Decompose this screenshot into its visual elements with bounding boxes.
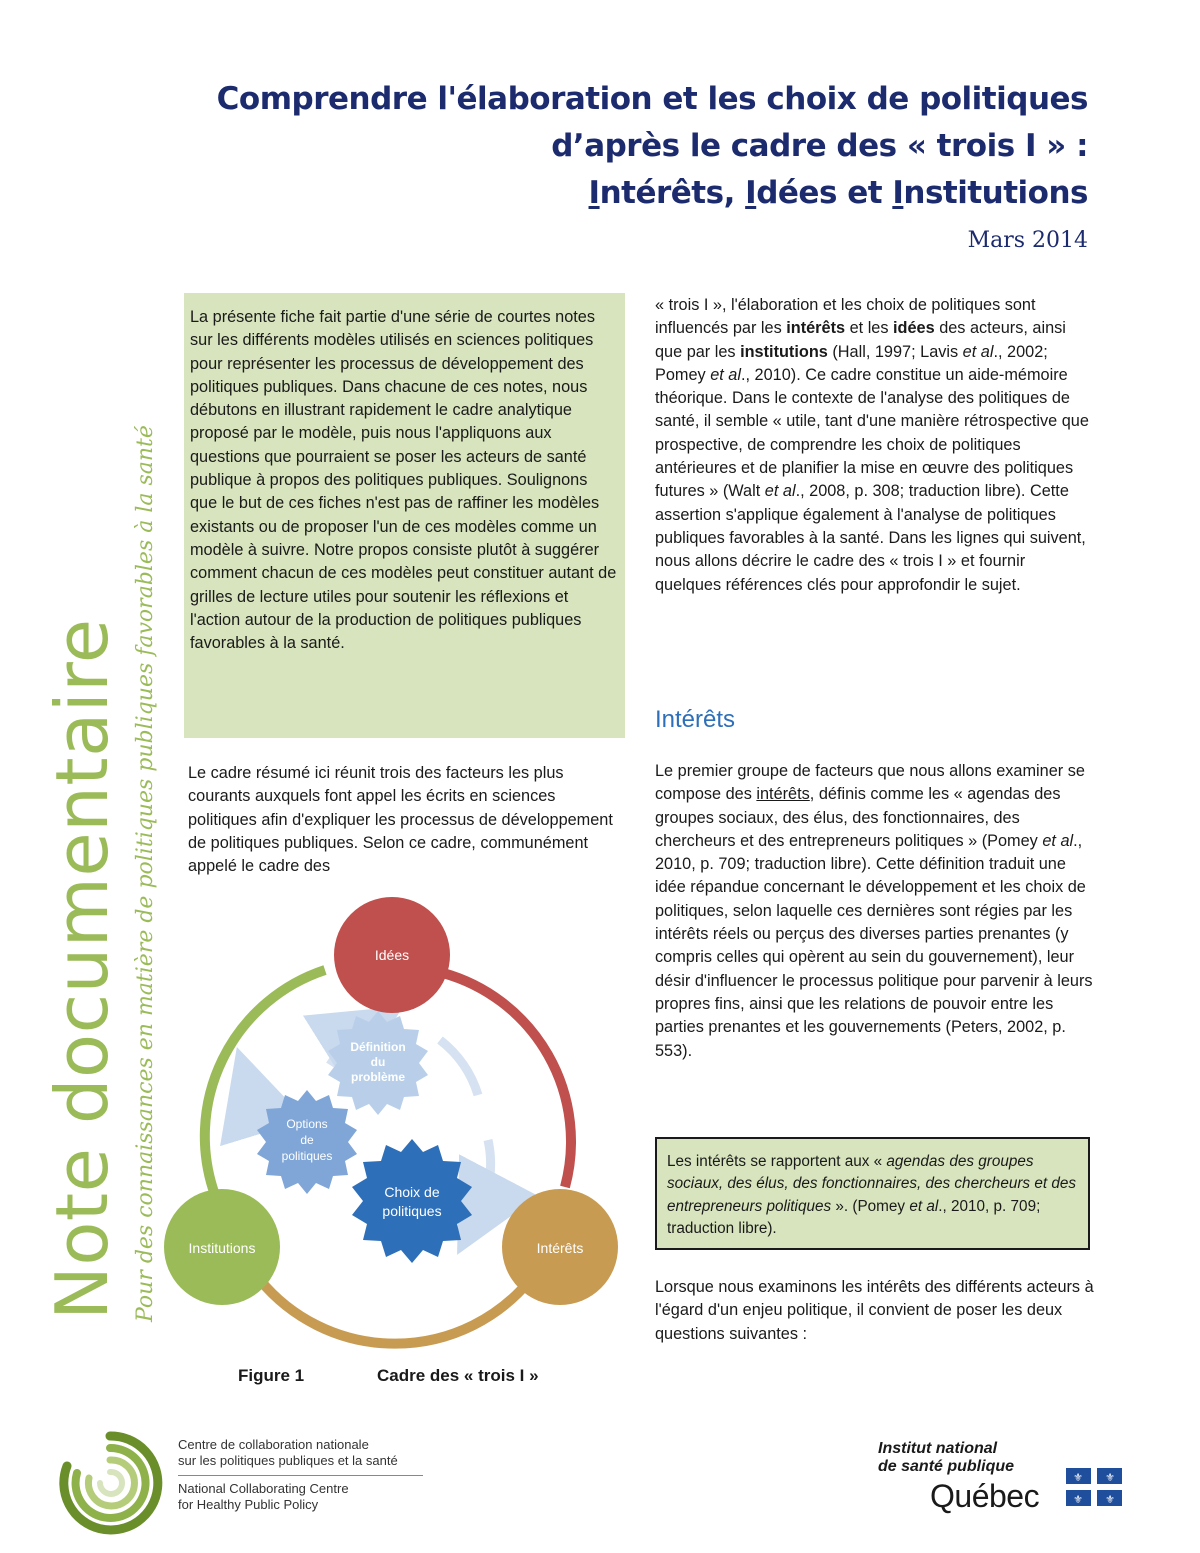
circle-interets: [502, 1189, 618, 1305]
gear-left-line3: politiques: [281, 1149, 333, 1163]
sidebar-title: Note documentaire: [40, 618, 124, 1320]
sidebar-subtitle: Pour des connaissances en matière de politiques publiques favorables à la santé: [133, 425, 158, 1322]
title-line-3: Intérêts, Idées et Institutions: [588, 175, 1088, 211]
ncchpp-en-line2: for Healthy Public Policy: [178, 1497, 319, 1512]
gear-left-line1: Options: [286, 1117, 328, 1131]
circle-institutions-label: Institutions: [188, 1240, 256, 1256]
svg-text:⚜: ⚜: [1073, 1471, 1083, 1484]
inspq-line2: de santé publique: [878, 1458, 1015, 1475]
svg-text:⚜: ⚜: [1073, 1493, 1083, 1506]
section-heading-interets: Intérêts: [655, 706, 736, 733]
col2-paragraph-2: Le premier groupe de facteurs que nous allons examiner se compose des intérêts, définis comme les « agendas des groupes sociaux, des élus, des fonctionnaires, des chercheurs et des entrepreneurs politiques » (Pomey et al., 2010, p. 709; traduction libre). Cette définition traduit une idée répandue concernant le développement et les choix de politiques, selon laquelle ces dernières sont régies par les intérêts réels ou perçus des diverses parties prenantes (y compris celles qui opèrent au sein du gouvernement), leur désir d'influencer le processus politique pour parvenir à leurs propres fins, ainsi que les relations de pouvoir entre les parties prenantes et les gouvernements (Peters, 2002, p. 553).: [655, 762, 1093, 1060]
title-line-1: Comprendre l'élaboration et les choix de politiques: [216, 81, 1088, 117]
three-i-diagram: [160, 895, 630, 1355]
circle-interets-label: Intérêts: [536, 1240, 584, 1256]
ccnpps-name: [178, 1437, 438, 1513]
figure-caption-label: Figure 1: [238, 1366, 305, 1385]
inspq-name: [878, 1440, 1014, 1476]
col2-paragraph-1: « trois I », l'élaboration et les choix de politiques sont influencés par les intérêts et les idées des acteurs, ainsi que par les institutions (Hall, 1997; Lavis et al., 2002; Pomey et al., 2010). Ce cadre constitue un aide-mémoire théorique. Dans le contexte de l'analyse des politiques de santé, il semble « utile, tant d'une manière rétrospective que prospective, de comprendre les choix de politiques antérieures et de planifier la mise en œuvre des politiques futures » (Walt et al., 2008, p. 308; traduction libre). Cette assertion s'applique également à l'analyse de politiques publiques favorables à la santé. Dans les lignes qui suivent, nous allons décrire le cadre des « trois I » et fournir quelques références clés pour approfondir le sujet.: [655, 296, 1089, 594]
gear-top-line1: Définition: [350, 1040, 406, 1054]
definition-callout: Les intérêts se rapportent aux « agendas des groupes sociaux, des élus, des fonctionnaires, des chercheurs et des entrepreneurs politiques ». (Pomey et al., 2010, p. 709; traduction libre).: [655, 1137, 1090, 1250]
ccnpps-fr-line2: sur les politiques publiques et la santé: [178, 1453, 398, 1468]
svg-text:⚜: ⚜: [1105, 1471, 1115, 1484]
intro-text: La présente fiche fait partie d'une série de courtes notes sur les différents modèles utilisés en sciences politiques pour représenter les processus de développement des politiques publiques. Dans chacune de ces notes, nous débutons en illustrant rapidement le cadre analytique proposé par le modèle, puis nous l'appliquons aux questions que pourraient se poser les acteurs de santé publique à propos des politiques publiques. Soulignons que le but de ces fiches n'est pas de raffiner les modèles existants ou de proposer l'un de ces modèles comme un modèle à suivre. Notre propos consiste plutôt à suggérer comment chacun de ces modèles peut constituer autant de grilles de lecture utiles pour soutenir les réflexions et l'action autour de la production de politiques publiques favorables à la santé.: [190, 308, 617, 653]
gear-center-line1: Choix de: [384, 1184, 440, 1200]
intro-box: [184, 293, 625, 738]
ncchpp-en-line1: National Collaborating Centre: [178, 1481, 349, 1496]
title-line-2: d’après le cadre des « trois I » :: [551, 128, 1088, 164]
gear-top-line2: du: [370, 1055, 386, 1069]
quebec-flag-icon: [1066, 1468, 1122, 1506]
inspq-line1: Institut national: [878, 1440, 998, 1457]
figure-caption-title: Cadre des « trois I »: [377, 1366, 539, 1385]
gear-problem-definition: [328, 1011, 428, 1115]
circle-institutions: [164, 1189, 280, 1305]
ccnpps-fr-line1: Centre de collaboration nationale: [178, 1437, 369, 1452]
gear-policy-options: [257, 1090, 357, 1194]
circle-idees-label: Idées: [374, 947, 410, 963]
arc-interets-institutions: [260, 1280, 530, 1344]
svg-text:⚜: ⚜: [1105, 1493, 1115, 1506]
gear-policy-choice: [352, 1139, 472, 1263]
gear-top-line3: problème: [350, 1070, 406, 1084]
gear-left-line2: de: [300, 1133, 314, 1147]
ccnpps-logo: [55, 1428, 165, 1538]
publication-date: Mars 2014: [967, 228, 1088, 253]
col1-paragraph: Le cadre résumé ici réunit trois des facteurs les plus courants auxquels font appel les écrits en sciences politiques afin d'expliquer les processus de développement de politiques publiques. Selon ce cadre, communément appelé le cadre des: [188, 764, 613, 876]
arc-idees-interets: [443, 973, 571, 1187]
col2-paragraph-3: Lorsque nous examinons les intérêts des différents acteurs à l'égard d'un enjeu politique, il convient de poser les deux questions suivantes :: [655, 1278, 1094, 1343]
document-title: [128, 76, 1088, 217]
quebec-wordmark: Québec: [930, 1478, 1040, 1514]
gear-center-line2: politiques: [382, 1203, 442, 1219]
circle-idees: [334, 897, 450, 1013]
